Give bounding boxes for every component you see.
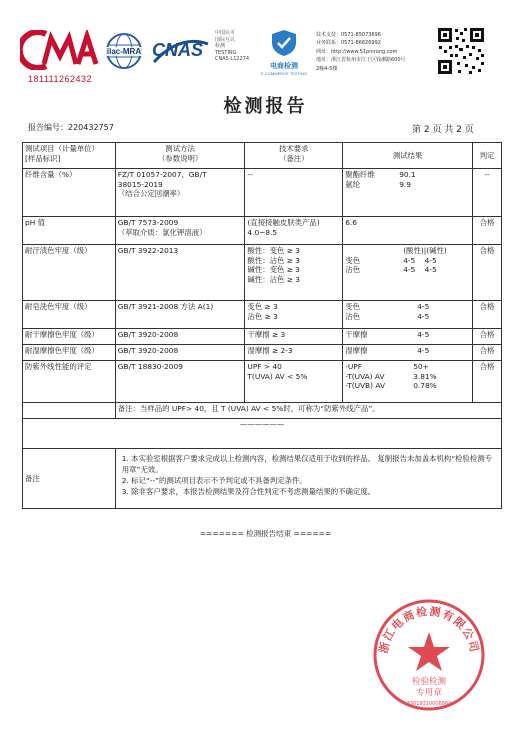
header-requirement — [245, 143, 343, 169]
result-value: 9.9 — [399, 179, 411, 189]
cell-method — [115, 345, 245, 361]
method-line: GB/T 3920-2008 — [117, 330, 179, 339]
cell-item: 耐干摩擦色牢度（级） — [23, 329, 116, 345]
cell-method — [115, 361, 245, 403]
blank-row — [23, 419, 502, 449]
result-value: 4-5 — [417, 302, 430, 311]
cell-item: 纤维含量（%） — [23, 169, 116, 217]
table-row — [23, 329, 502, 345]
remark-line: 1. 本实验室根据客户要求完成以上检测内容，检测结果仅适用于收到的样品。 复制报告未加盖本机构“检验检测专用章”无效。 — [121, 454, 493, 474]
header-text: [样品标识] — [25, 153, 61, 163]
contact-line: 地址：浙江省杭州市江干区钱潮路600号 — [316, 57, 406, 64]
result-value: 4-5 — [417, 346, 430, 355]
result-line — [345, 256, 470, 266]
header-text: （参数说明） — [157, 153, 203, 163]
req-line: 湿摩擦 ≥ 2-3 — [247, 346, 293, 355]
method-line: 38015-2019 — [117, 179, 163, 189]
header-text: 测试方法 — [165, 144, 195, 153]
result-value: 0.78% — [413, 381, 437, 390]
result-label: 聚酯纤维 — [345, 170, 375, 179]
table-header-row — [23, 143, 502, 169]
cell-result — [343, 245, 473, 301]
stamp-seal-icon — [372, 598, 486, 712]
cell-method — [115, 217, 245, 245]
method-line: （结合公定回潮率） — [117, 189, 185, 198]
contact-info — [316, 31, 434, 73]
req-line: 碱性：变色 ≥ 3 — [247, 265, 300, 274]
header-item — [23, 143, 116, 169]
req-line: 酸性：变色 ≥ 3 — [247, 246, 300, 255]
header-text: 技术要求 — [279, 144, 309, 153]
result-label: 沾色 — [345, 265, 360, 274]
method-line: GB/T 7573-2009 — [117, 218, 179, 227]
result-value: 50+ — [413, 362, 429, 371]
result-line — [345, 346, 470, 356]
contact-line: 2幢4-5楼 — [316, 65, 338, 72]
header-verdict — [473, 143, 502, 169]
cnas-line: 检测 — [215, 43, 226, 50]
cell-verdict: -- — [473, 169, 502, 217]
cell-method — [115, 301, 245, 329]
result-line — [345, 312, 470, 322]
stamp-center-line2: 专用章 — [416, 688, 442, 698]
result-value: 90.1 — [399, 170, 416, 179]
req-line: T(UVA) AV < 5% — [247, 371, 308, 381]
header-method — [115, 143, 245, 169]
remark-line: 3. 除非客户要求，本报告检测结果及符合性判定不考虑测量结果的不确定度。 — [121, 487, 376, 496]
method-line: GB/T 18830-2009 — [117, 362, 183, 371]
uv-note: 备注：当样品的 UPF> 40，且 T (UVA) AV < 5%时，可称为“防紫外线产品”。 — [115, 403, 501, 419]
method-line: FZ/T 01057-2007、GB/T — [117, 170, 207, 179]
req-line: -- — [247, 170, 253, 179]
method-line: GB/T 3921-2008 方法 A(1) — [117, 302, 214, 311]
cell-verdict: 合格 — [473, 245, 502, 301]
method-line: GB/T 3922-2013 — [117, 246, 179, 255]
table-row — [23, 301, 502, 329]
result-line — [345, 302, 470, 312]
result-label: 沾色 — [345, 311, 360, 321]
cnas-line: CNAS L12274 — [215, 56, 250, 63]
result-label: -UPF — [345, 362, 362, 371]
cell-result — [343, 169, 473, 217]
cell-verdict: 合格 — [473, 345, 502, 361]
result-line — [345, 170, 470, 180]
result-value: 3.81% — [413, 371, 437, 381]
result-value: 4-5 4-5 — [403, 265, 437, 274]
cell-requirement — [245, 345, 343, 361]
cell-result — [343, 329, 473, 345]
cell-empty — [23, 403, 116, 419]
contact-line: 业务联系：0571-86626992 — [316, 40, 381, 47]
result-value: (酸性)|(碱性) — [403, 246, 447, 255]
remarks-label: 备注 — [23, 449, 116, 509]
ilac-logo — [103, 31, 145, 75]
report-number — [28, 122, 114, 133]
result-line — [345, 265, 470, 275]
blank-line: —————— — [239, 420, 285, 429]
cell-requirement — [245, 329, 343, 345]
result-line — [345, 372, 470, 382]
cnas-logo — [150, 32, 212, 72]
result-value: 4-5 — [417, 311, 430, 321]
table-row — [23, 217, 502, 245]
remarks-content — [115, 449, 501, 509]
ecommerce-name: 电商检测 — [270, 62, 298, 70]
table-row — [23, 345, 502, 361]
cell-verdict: 合格 — [473, 301, 502, 329]
contact-line: 技术支持：0571-85073696 — [316, 32, 381, 38]
qr-code-icon — [436, 26, 486, 76]
qr-code — [436, 26, 486, 76]
table-row — [23, 169, 502, 217]
header-result — [343, 143, 473, 169]
stamp-center-line1: 检验检测 — [411, 677, 447, 687]
cell-requirement — [245, 361, 343, 403]
contact-line: 网址：http://www.51pinrong.com — [316, 48, 398, 55]
result-label: -T(UVB) AV — [345, 381, 385, 390]
ecommerce-en: E-COMMERCE TESTING — [260, 71, 308, 76]
result-label: 湿摩擦 — [345, 346, 368, 355]
header-text: 判定 — [479, 150, 495, 160]
result-line — [345, 362, 470, 372]
table-row — [23, 419, 502, 449]
cell-verdict: 合格 — [473, 361, 502, 403]
table-row — [23, 245, 502, 301]
cell-requirement — [245, 245, 343, 301]
end-of-report: ======= 检测报告结束 ====== — [199, 529, 332, 538]
page-title: 检测报告 — [223, 96, 308, 117]
result-label: 变色 — [345, 302, 360, 311]
result-value: 6.6 — [345, 218, 357, 227]
remark-line: 2. 标记“--”的测试项目表示不予判定或不具备判定条件。 — [121, 476, 307, 485]
req-line: 变色 ≥ 3 — [247, 302, 278, 311]
shield-check-icon — [269, 28, 299, 58]
stamp-arc-text: 浙江电商检测有限公司 — [376, 604, 482, 655]
req-line: (直接接触皮肤类产品) — [247, 218, 320, 227]
result-label: 变色 — [345, 255, 360, 265]
cell-item: 耐汗渍色牢度（级） — [23, 245, 116, 301]
result-line — [345, 246, 470, 256]
cell-item: 耐湿摩擦色牢度（级） — [23, 345, 116, 361]
cell-result — [343, 345, 473, 361]
result-label: -T(UVA) AV — [345, 371, 385, 381]
cell-result — [343, 361, 473, 403]
cell-verdict: 合格 — [473, 217, 502, 245]
ecommerce-testing-logo — [256, 28, 312, 78]
cell-result — [343, 301, 473, 329]
header-text: （备注） — [279, 153, 309, 163]
result-label: 氨纶 — [345, 179, 360, 189]
req-line: 沾色 ≥ 3 — [247, 311, 278, 321]
result-label: 干摩擦 — [345, 330, 368, 339]
req-line: UPF > 40 — [247, 362, 282, 371]
cell-method — [115, 245, 245, 301]
cell-item: pH 值 — [23, 217, 116, 245]
report-number-label: 报告编号： — [28, 123, 68, 132]
cell-method — [115, 329, 245, 345]
result-line — [345, 330, 470, 340]
result-value: 4-5 — [417, 330, 430, 339]
cell-item: 防紫外线性能的评定 — [23, 361, 116, 403]
ilac-label: ilac-MRA — [103, 47, 145, 56]
header-text: 测试项目（计量单位） — [25, 144, 99, 153]
result-line — [345, 381, 470, 391]
table-row — [23, 361, 502, 403]
cnas-line: 中国认可 — [215, 30, 236, 36]
cnas-line: 国际互认 — [215, 36, 236, 43]
official-stamp — [372, 598, 486, 712]
cell-requirement — [245, 169, 343, 217]
cell-item: 耐皂洗色牢度（级） — [23, 301, 116, 329]
remarks-row — [23, 449, 502, 509]
cell-method — [115, 169, 245, 217]
result-line — [345, 180, 470, 190]
result-value: 4-5 4-5 — [403, 255, 437, 265]
cell-requirement — [245, 217, 343, 245]
table-row — [23, 403, 502, 419]
cell-result — [343, 217, 473, 245]
cma-mark-icon — [20, 30, 100, 70]
report-table — [22, 142, 502, 509]
cell-verdict: 合格 — [473, 329, 502, 345]
method-line: GB/T 3920-2008 — [117, 346, 179, 355]
report-number-value: 220432757 — [68, 123, 114, 132]
cnas-label: CNAS — [152, 40, 204, 60]
header-text: 测试结果 — [392, 150, 423, 160]
cnas-line: TESTING — [215, 49, 237, 56]
req-line: 4.0~8.5 — [247, 227, 278, 237]
page-indicator: 第 2 页 共 2 页 — [412, 125, 474, 135]
req-line: 碱性：沾色 ≥ 3 — [247, 274, 300, 284]
req-line: 酸性：沾色 ≥ 3 — [247, 255, 300, 265]
cell-requirement — [245, 301, 343, 329]
cma-logo — [20, 30, 100, 82]
method-line: （萃取介质：氯化钾溶液） — [117, 227, 207, 237]
stamp-star-icon — [408, 632, 450, 671]
req-line: 干摩擦 ≥ 3 — [247, 330, 286, 339]
cma-number: 181111262432 — [27, 74, 93, 84]
stamp-number: 33019310006884 — [406, 701, 452, 707]
